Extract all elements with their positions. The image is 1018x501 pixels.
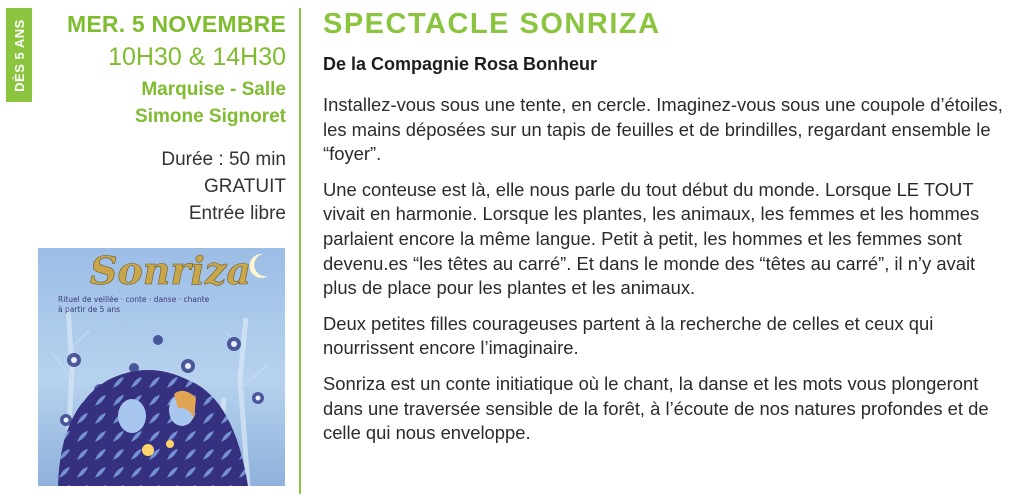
age-tab-label: DÈS 5 ANS [11,18,27,92]
poster-title: Sonriza [90,248,252,293]
event-date: MER. 5 NOVEMBRE [67,11,286,37]
event-entry: Entrée libre [188,203,286,224]
poster-subtitle-1: Rituel de veillée · conte · danse · chante [58,295,210,304]
paragraph-3: Deux petites filles courageuses partent à la recherche de celles et ceux qui nourrissent encore l’imaginaire. [323,312,934,359]
company-name: De la Compagnie Rosa Bonheur [323,54,598,74]
event-duration: Durée : 50 min [161,149,286,170]
column-divider [299,8,301,494]
venue-line-1: Marquise - Salle [141,79,286,100]
event-meta [40,146,286,227]
event-times: 10H30 & 14H30 [108,43,286,71]
event-description [323,6,1003,446]
paragraph-4: Sonriza est un conte initiatique où le chant, la danse et les mots vous plongeront dans une traversée sensible de la forêt, à l’écoute de nos natures profondes et de celle qui nous enveloppe. [323,372,989,444]
event-info [40,8,286,227]
event-price: GRATUIT [204,176,286,197]
poster-image [38,248,285,486]
venue-line-2: Simone Signoret [135,106,286,127]
event-venue [40,76,286,130]
paragraph-1: Installez-vous sous une tente, en cercle. Imaginez-vous sous une coupole d’étoiles, les mains déposées sur un tapis de feuilles et de brindilles, regardant ensemble le “foyer”. [323,94,1003,165]
paragraph-2: Une conteuse est là, elle nous parle du tout début du monde. Lorsque LE TOUT vivait en harmonie. Lorsque les plantes, les animaux, les femmes et les hommes parlaient encore la même langue. Petit à petit, les hommes et les femmes sont devenu.es “les têtes au carré”. Et dans le monde des “têtes au carré”, il n’y avait plus de place pour les plantes et les animaux. [323,178,980,299]
poster-subtitle-2: à partir de 5 ans [58,305,121,314]
show-title: SPECTACLE SONRIZA [323,8,661,40]
age-tab [6,8,32,102]
